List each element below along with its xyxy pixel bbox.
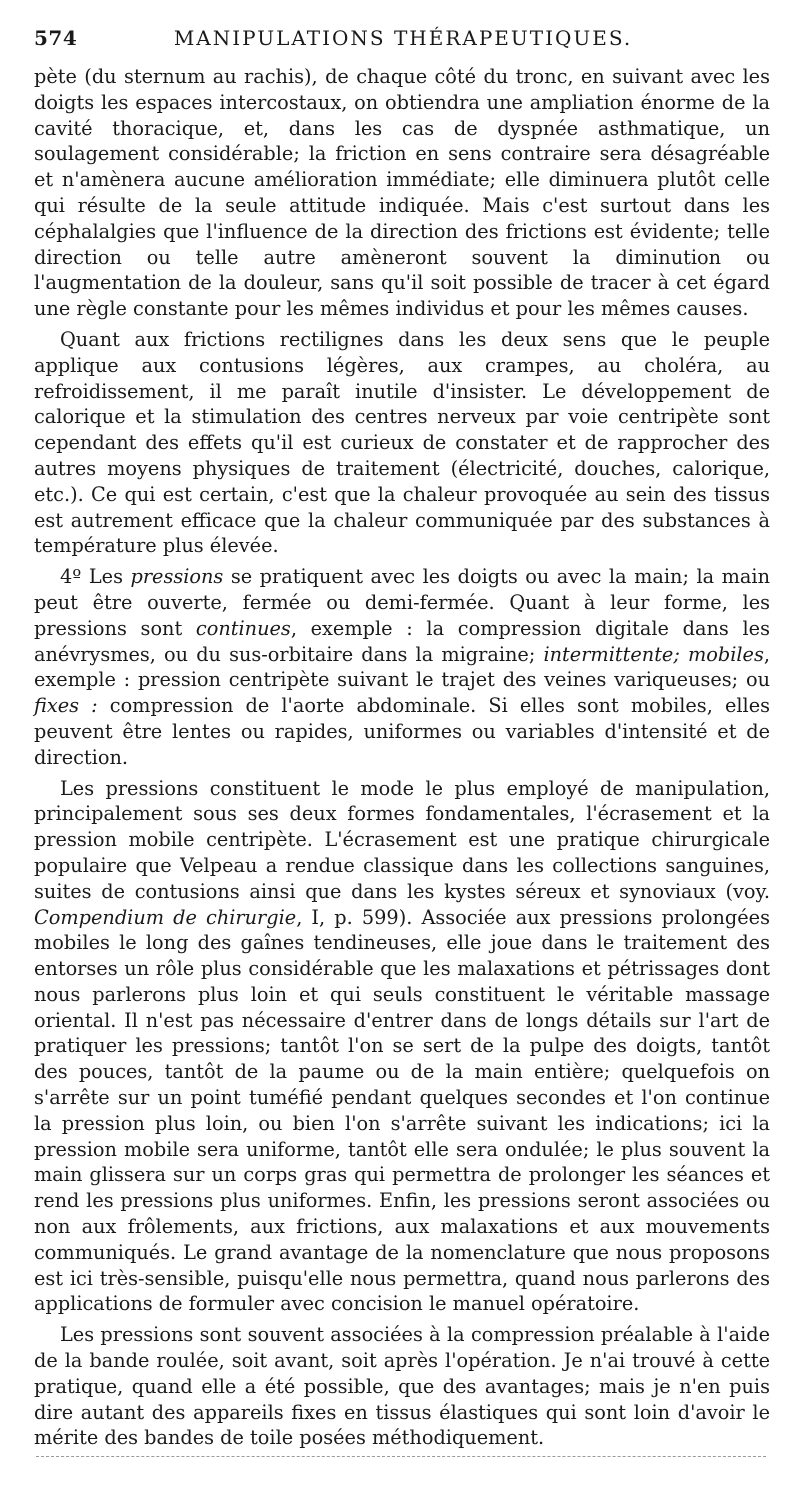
paragraph-5: Les pressions sont souvent associées à la compression préalable à l'aide de la bande roulée, soit avant, soit après l'opération. Je n'ai trouvé à cette pratique, quand elle a été possible, que des avantages; mais je n'en puis dire autant des appareils fixes en tissus élastiques qui sont loin d'avoir le mérite des bandes de toile posées méthodiquement. xyxy=(34,1323,770,1450)
paragraph-3-text: , exemple : pression centripète suivant le trajet des veines variqueuses; ou xyxy=(34,642,770,692)
paragraph-4-text: , I, p. 599). Associée aux pressions prolongées mobiles le long des gaînes tendineuses, elle joue dans le traitement des entorses un rôle plus considérable que les malaxations et pétrissages dont nous parlerons plus loin et qui seuls constituent le véritable massage oriental. Il n'est pas nécessaire d'entrer dans de longs détails sur l'art de pratiquer les pressions; tantôt l'on se sert de la pulpe des doigts, tantôt des pouces, tantôt de la paume ou de la main entière; quelquefois on s'arrête sur un point tuméfié pendant quelques secondes et l'on continue la pression plus loin, ou bien l'on s'arrête suivant les indications; ici la pression mobile sera uniforme, tantôt elle sera ondulée; le plus souvent la main glissera sur un corps gras qui permettra de prolonger les séances et rend les pressions plus uniformes. Enfin, les pressions seront associées ou non aux frôlements, aux frictions, aux malaxations et aux mouvements communiqués. Le grand avantage de la nomenclature que nous proposons est ici très-sensible, puisqu'elle nous permettra, quand nous parlerons des applications de formuler avec concision le manuel opératoire. xyxy=(34,905,770,1316)
citation-title: Compendium de chirurgie xyxy=(34,905,297,929)
paragraph-3-text: se pratiquent avec les doigts ou avec la main; la main peut être ouverte, fermée ou demi-fermée. Quant à leur forme, les pressions sont xyxy=(34,565,771,640)
paragraph-3-text: , exemple : la compression digitale dans les anévrysmes, ou du sus-orbitaire dans la migraine; xyxy=(34,616,770,666)
body-text xyxy=(34,64,770,1451)
footer-rule xyxy=(36,1456,766,1457)
term-intermittente-mobiles: intermittente; mobiles xyxy=(543,642,764,666)
running-head: MANIPULATIONS THÉRAPEUTIQUES. xyxy=(173,26,633,50)
paragraph-3 xyxy=(34,564,770,770)
page-number: 574 xyxy=(34,26,78,50)
term-pressions: pressions xyxy=(130,565,224,589)
paragraph-3-text: 4º Les xyxy=(60,565,131,589)
term-continues: continues xyxy=(195,616,291,640)
page-header xyxy=(34,26,772,60)
paragraph-4 xyxy=(34,776,770,1318)
term-fixes: fixes : xyxy=(34,694,98,718)
paragraph-3-text: compression de l'aorte abdominale. Si elles sont mobiles, elles peuvent être lentes ou rapides, uniformes ou variables d'intensité et de direction. xyxy=(34,694,770,769)
paragraph-4-text: Les pressions constituent le mode le plus employé de manipulation, principalement sous ses deux formes fondamentales, l'écrasement et la pression mobile centripète. L'écrasement est une pratique chirurgicale populaire que Velpeau a rendue classique dans les collections sanguines, suites de contusions ainsi que dans les kystes séreux et synoviaux (voy. xyxy=(34,776,770,903)
paragraph-2: Quant aux frictions rectilignes dans les deux sens que le peuple applique aux contusions légères, aux crampes, au choléra, au refroidissement, il me paraît inutile d'insister. Le développement de calorique et la stimulation des centres nerveux par voie centripète sont cependant des effets qu'il est curieux de constater et de rapprocher des autres moyens physiques de traitement (électricité, douches, calorique, etc.). Ce qui est certain, c'est que la chaleur provoquée au sein des tissus est autrement efficace que la chaleur communiquée par des substances à température plus élevée. xyxy=(34,327,770,558)
paragraph-1: pète (du sternum au rachis), de chaque côté du tronc, en suivant avec les doigts les espaces intercostaux, on obtiendra une ampliation énorme de la cavité thoracique, et, dans les cas de dyspnée asthmatique, un soulagement considérable; la friction en sens contraire sera désagréable et n'amènera aucune amélioration immédiate; elle diminuera plutôt celle qui résulte de la seule attitude indiquée. Mais c'est surtout dans les céphalalgies que l'influence de la direction des frictions est évidente; telle direction ou telle autre amèneront souvent la diminution ou l'augmentation de la douleur, sans qu'il soit possible de tracer à cet égard une règle constante pour les mêmes individus et pour les mêmes causes. xyxy=(34,65,770,321)
